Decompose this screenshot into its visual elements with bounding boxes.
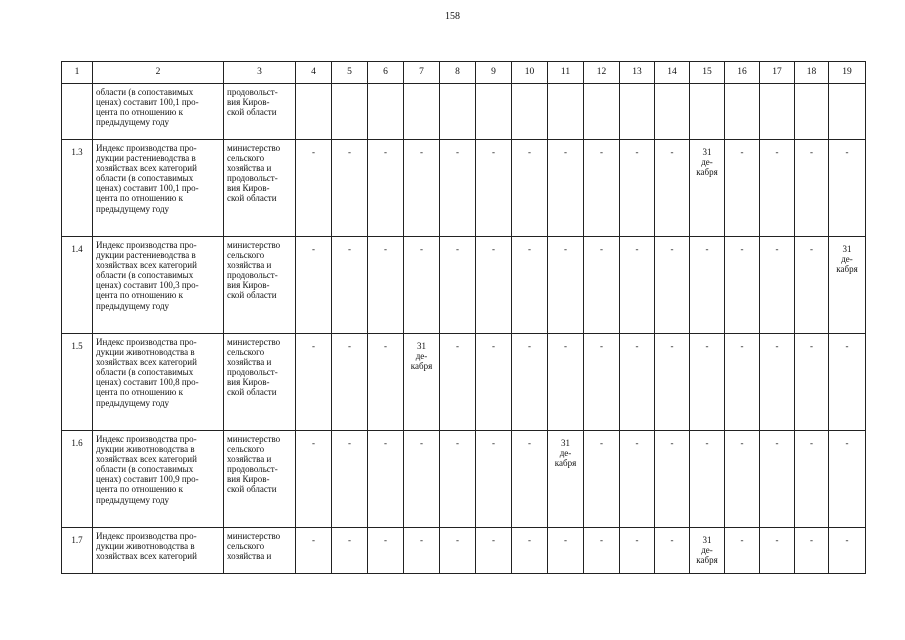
schedule-cell-col-12 bbox=[584, 528, 620, 574]
schedule-cell-col-14 bbox=[655, 528, 690, 574]
schedule-cell-col-13 bbox=[620, 84, 655, 140]
schedule-mark: - bbox=[420, 147, 423, 157]
schedule-cell-col-5 bbox=[332, 237, 368, 334]
schedule-cell-col-15 bbox=[690, 431, 725, 528]
responsible-executor bbox=[224, 528, 296, 574]
responsible-line: хозяйства и bbox=[227, 551, 272, 562]
description-line: предыдущему году bbox=[96, 494, 170, 505]
page-number: 158 bbox=[445, 11, 460, 22]
schedule-mark: 31 де- кабря bbox=[410, 341, 433, 372]
schedule-cell-col-4 bbox=[296, 528, 332, 574]
description-line: цента по отношению к bbox=[96, 107, 184, 118]
schedule-cell-col-5 bbox=[332, 334, 368, 431]
schedule-mark: - bbox=[312, 438, 315, 448]
description-line: Индекс производства про- bbox=[96, 337, 197, 347]
schedule-cell-col-14 bbox=[655, 84, 690, 140]
responsible-line: вия Киров- bbox=[227, 97, 270, 108]
schedule-mark: - bbox=[810, 535, 813, 545]
column-header-3: 3 bbox=[224, 62, 296, 84]
responsible-line: хозяйства и bbox=[227, 163, 272, 174]
schedule-cell-col-15 bbox=[690, 140, 725, 237]
schedule-cell-col-6 bbox=[368, 140, 404, 237]
schedule-mark: - bbox=[705, 438, 709, 448]
description-line: Индекс производства про- bbox=[96, 143, 197, 153]
schedule-mark: - bbox=[670, 147, 674, 157]
schedule-cell-col-7 bbox=[404, 140, 440, 237]
schedule-cell-col-6 bbox=[368, 431, 404, 528]
schedule-mark: - bbox=[635, 341, 639, 351]
responsible-line: продовольст- bbox=[227, 270, 278, 281]
description-line: ценах) составит 100,8 про- bbox=[96, 377, 199, 388]
responsible-line: министерство bbox=[227, 143, 281, 153]
schedule-cell-col-10 bbox=[512, 84, 548, 140]
schedule-cell-col-19 bbox=[829, 237, 866, 334]
description-line: цента по отношению к bbox=[96, 193, 184, 204]
responsible-line: хозяйства и bbox=[227, 357, 272, 368]
schedule-mark: - bbox=[775, 147, 779, 157]
responsible-line: ской области bbox=[227, 290, 277, 301]
description-line: цента по отношению к bbox=[96, 484, 184, 495]
responsible-line: продовольст- bbox=[227, 87, 278, 97]
responsible-line: ской области bbox=[227, 484, 277, 495]
responsible-line: ской области bbox=[227, 193, 277, 204]
row-number: 1.5 bbox=[62, 334, 93, 431]
schedule-cell-col-17 bbox=[760, 431, 795, 528]
description-line: области (в сопоставимых bbox=[96, 464, 194, 475]
schedule-mark: - bbox=[456, 438, 459, 448]
table-row bbox=[62, 334, 866, 431]
schedule-cell-col-14 bbox=[655, 237, 690, 334]
schedule-cell-col-9 bbox=[476, 528, 512, 574]
schedule-mark: - bbox=[348, 244, 351, 254]
column-header-16: 16 bbox=[725, 62, 760, 84]
schedule-cell-col-12 bbox=[584, 140, 620, 237]
schedule-mark: - bbox=[312, 535, 315, 545]
schedule-cell-col-9 bbox=[476, 84, 512, 140]
schedule-mark: - bbox=[528, 341, 531, 351]
column-header-4: 4 bbox=[296, 62, 332, 84]
description-line: хозяйствах всех категорий bbox=[96, 551, 197, 562]
description-line: ценах) составит 100,1 про- bbox=[96, 183, 199, 194]
schedule-cell-col-6 bbox=[368, 237, 404, 334]
indicator-description bbox=[93, 84, 224, 140]
description-line: области (в сопоставимых bbox=[96, 173, 194, 184]
schedule-cell-col-9 bbox=[476, 334, 512, 431]
description-line: предыдущему году bbox=[96, 203, 170, 214]
schedule-mark: - bbox=[705, 244, 709, 254]
schedule-mark: - bbox=[528, 438, 531, 448]
schedule-mark: 31 де- кабря bbox=[836, 244, 858, 275]
schedule-cell-col-15 bbox=[690, 528, 725, 574]
column-header-8: 8 bbox=[440, 62, 476, 84]
schedule-mark: - bbox=[740, 244, 744, 254]
description-line: Индекс производства про- bbox=[96, 434, 197, 444]
schedule-mark: - bbox=[740, 438, 744, 448]
column-header-10: 10 bbox=[512, 62, 548, 84]
schedule-mark: - bbox=[740, 535, 744, 545]
column-header-17: 17 bbox=[760, 62, 795, 84]
schedule-mark: - bbox=[845, 438, 849, 448]
schedule-cell-col-11 bbox=[548, 334, 584, 431]
schedule-mark: - bbox=[348, 341, 351, 351]
schedule-cell-col-15 bbox=[690, 334, 725, 431]
description-line: хозяйствах всех категорий bbox=[96, 163, 197, 174]
schedule-cell-col-8 bbox=[440, 237, 476, 334]
schedule-cell-col-19 bbox=[829, 334, 866, 431]
responsible-line: продовольст- bbox=[227, 464, 278, 475]
schedule-cell-col-7 bbox=[404, 334, 440, 431]
schedule-cell-col-11 bbox=[548, 140, 584, 237]
schedule-mark: - bbox=[845, 147, 849, 157]
row-number: 1.3 bbox=[62, 140, 93, 237]
schedule-mark: - bbox=[384, 535, 387, 545]
description-line: дукции животноводства в bbox=[96, 541, 195, 552]
schedule-cell-col-4 bbox=[296, 84, 332, 140]
description-line: хозяйствах всех категорий bbox=[96, 260, 197, 271]
schedule-cell-col-14 bbox=[655, 334, 690, 431]
responsible-line: ской области bbox=[227, 387, 277, 398]
description-line: ценах) составит 100,9 про- bbox=[96, 474, 199, 485]
schedule-cell-col-9 bbox=[476, 237, 512, 334]
description-line: ценах) составит 100,3 про- bbox=[96, 280, 199, 291]
schedule-mark: - bbox=[312, 147, 315, 157]
description-line: дукции животноводства в bbox=[96, 444, 195, 455]
schedule-cell-col-16 bbox=[725, 528, 760, 574]
schedule-cell-col-13 bbox=[620, 334, 655, 431]
responsible-line: министерство bbox=[227, 531, 281, 541]
schedule-cell-col-11 bbox=[548, 528, 584, 574]
schedule-cell-col-6 bbox=[368, 528, 404, 574]
row-number: 1.4 bbox=[62, 237, 93, 334]
responsible-executor bbox=[224, 334, 296, 431]
responsible-line: хозяйства и bbox=[227, 260, 272, 271]
schedule-mark: - bbox=[492, 535, 495, 545]
schedule-mark: - bbox=[312, 341, 315, 351]
schedule-mark: - bbox=[670, 535, 674, 545]
schedule-mark: - bbox=[348, 147, 351, 157]
schedule-mark: - bbox=[420, 244, 423, 254]
column-header-2: 2 bbox=[93, 62, 224, 84]
schedule-mark: - bbox=[384, 341, 387, 351]
schedule-mark: - bbox=[420, 438, 423, 448]
schedule-mark: - bbox=[420, 535, 423, 545]
column-header-9: 9 bbox=[476, 62, 512, 84]
schedule-mark: - bbox=[492, 438, 495, 448]
schedule-mark: - bbox=[845, 341, 849, 351]
column-header-13: 13 bbox=[620, 62, 655, 84]
schedule-mark: - bbox=[600, 438, 603, 448]
schedule-cell-col-14 bbox=[655, 140, 690, 237]
schedule-cell-col-11 bbox=[548, 431, 584, 528]
schedule-cell-col-18 bbox=[795, 528, 829, 574]
indicator-description bbox=[93, 528, 224, 574]
schedule-cell-col-19 bbox=[829, 140, 866, 237]
schedule-cell-col-8 bbox=[440, 140, 476, 237]
responsible-line: ской области bbox=[227, 107, 277, 118]
schedule-cell-col-18 bbox=[795, 431, 829, 528]
responsible-line: сельского bbox=[227, 444, 265, 455]
description-line: дукции растениеводства в bbox=[96, 250, 196, 261]
schedule-mark: 31 де- кабря bbox=[696, 147, 718, 178]
row-number: 1.6 bbox=[62, 431, 93, 528]
responsible-line: вия Киров- bbox=[227, 280, 270, 291]
schedule-mark: - bbox=[810, 244, 813, 254]
schedule-cell-col-5 bbox=[332, 140, 368, 237]
schedule-mark: - bbox=[810, 147, 813, 157]
schedule-mark: - bbox=[348, 438, 351, 448]
responsible-line: сельского bbox=[227, 250, 265, 261]
responsible-executor bbox=[224, 237, 296, 334]
schedule-cell-col-10 bbox=[512, 140, 548, 237]
schedule-cell-col-6 bbox=[368, 334, 404, 431]
description-line: цента по отношению к bbox=[96, 387, 184, 398]
table-row bbox=[62, 140, 866, 237]
description-line: хозяйствах всех категорий bbox=[96, 357, 197, 368]
schedule-cell-col-5 bbox=[332, 528, 368, 574]
column-header-1: 1 bbox=[62, 62, 93, 84]
schedule-cell-col-7 bbox=[404, 237, 440, 334]
description-line: хозяйствах всех категорий bbox=[96, 454, 197, 465]
description-line: дукции растениеводства в bbox=[96, 153, 196, 164]
schedule-mark: - bbox=[740, 341, 744, 351]
responsible-line: сельского bbox=[227, 153, 265, 164]
schedule-cell-col-18 bbox=[795, 140, 829, 237]
description-line: Индекс производства про- bbox=[96, 531, 197, 541]
schedule-cell-col-5 bbox=[332, 431, 368, 528]
description-line: цента по отношению к bbox=[96, 290, 184, 301]
schedule-cell-col-18 bbox=[795, 237, 829, 334]
column-header-11: 11 bbox=[548, 62, 584, 84]
schedule-cell-col-17 bbox=[760, 528, 795, 574]
schedule-cell-col-10 bbox=[512, 334, 548, 431]
schedule-mark: - bbox=[600, 244, 603, 254]
schedule-mark: - bbox=[528, 147, 531, 157]
schedule-cell-col-9 bbox=[476, 140, 512, 237]
schedule-cell-col-12 bbox=[584, 431, 620, 528]
responsible-line: министерство bbox=[227, 337, 281, 347]
column-header-19: 19 bbox=[829, 62, 866, 84]
responsible-line: хозяйства и bbox=[227, 454, 272, 465]
schedule-mark: - bbox=[492, 147, 495, 157]
schedule-mark: - bbox=[740, 147, 744, 157]
schedule-mark: - bbox=[348, 535, 351, 545]
schedule-cell-col-13 bbox=[620, 140, 655, 237]
schedule-mark: - bbox=[635, 147, 639, 157]
schedule-mark: - bbox=[456, 244, 459, 254]
plan-table bbox=[61, 61, 866, 574]
description-line: предыдущему году bbox=[96, 300, 170, 311]
schedule-mark: - bbox=[384, 438, 387, 448]
schedule-cell-col-15 bbox=[690, 237, 725, 334]
responsible-line: министерство bbox=[227, 434, 281, 444]
schedule-cell-col-8 bbox=[440, 334, 476, 431]
description-line: области (в сопоставимых bbox=[96, 87, 194, 97]
schedule-cell-col-16 bbox=[725, 431, 760, 528]
description-line: предыдущему году bbox=[96, 397, 170, 408]
schedule-cell-col-4 bbox=[296, 237, 332, 334]
responsible-line: продовольст- bbox=[227, 173, 278, 184]
description-line: ценах) составит 100,1 про- bbox=[96, 97, 199, 108]
table-row bbox=[62, 528, 866, 574]
schedule-cell-col-4 bbox=[296, 334, 332, 431]
schedule-cell-col-16 bbox=[725, 237, 760, 334]
column-header-18: 18 bbox=[795, 62, 829, 84]
schedule-cell-col-15 bbox=[690, 84, 725, 140]
schedule-mark: - bbox=[384, 147, 387, 157]
schedule-cell-col-13 bbox=[620, 237, 655, 334]
responsible-line: вия Киров- bbox=[227, 377, 270, 388]
schedule-cell-col-16 bbox=[725, 334, 760, 431]
schedule-mark: - bbox=[845, 535, 849, 545]
schedule-cell-col-13 bbox=[620, 528, 655, 574]
indicator-description bbox=[93, 237, 224, 334]
schedule-cell-col-18 bbox=[795, 84, 829, 140]
schedule-mark: - bbox=[670, 244, 674, 254]
schedule-cell-col-18 bbox=[795, 334, 829, 431]
schedule-cell-col-16 bbox=[725, 140, 760, 237]
table-row bbox=[62, 237, 866, 334]
schedule-cell-col-17 bbox=[760, 84, 795, 140]
schedule-cell-col-11 bbox=[548, 237, 584, 334]
schedule-mark: - bbox=[775, 535, 779, 545]
schedule-mark: - bbox=[564, 147, 567, 157]
schedule-cell-col-17 bbox=[760, 140, 795, 237]
schedule-mark: - bbox=[600, 147, 603, 157]
schedule-mark: 31 де- кабря bbox=[696, 535, 718, 566]
schedule-mark: - bbox=[635, 244, 639, 254]
column-header-6: 6 bbox=[368, 62, 404, 84]
row-number: 1.7 bbox=[62, 528, 93, 574]
column-header-12: 12 bbox=[584, 62, 620, 84]
schedule-mark: - bbox=[810, 341, 813, 351]
schedule-cell-col-8 bbox=[440, 431, 476, 528]
schedule-mark: - bbox=[775, 341, 779, 351]
column-header-7: 7 bbox=[404, 62, 440, 84]
schedule-cell-col-16 bbox=[725, 84, 760, 140]
schedule-cell-col-19 bbox=[829, 84, 866, 140]
schedule-mark: - bbox=[492, 341, 495, 351]
schedule-cell-col-9 bbox=[476, 431, 512, 528]
schedule-cell-col-6 bbox=[368, 84, 404, 140]
schedule-cell-col-12 bbox=[584, 237, 620, 334]
schedule-mark: - bbox=[456, 147, 459, 157]
schedule-cell-col-11 bbox=[548, 84, 584, 140]
description-line: области (в сопоставимых bbox=[96, 270, 194, 281]
schedule-cell-col-17 bbox=[760, 237, 795, 334]
schedule-cell-col-4 bbox=[296, 431, 332, 528]
schedule-cell-col-17 bbox=[760, 334, 795, 431]
schedule-cell-col-19 bbox=[829, 431, 866, 528]
schedule-mark: - bbox=[775, 244, 779, 254]
schedule-cell-col-7 bbox=[404, 431, 440, 528]
responsible-executor bbox=[224, 84, 296, 140]
schedule-cell-col-10 bbox=[512, 528, 548, 574]
description-line: Индекс производства про- bbox=[96, 240, 197, 250]
schedule-mark: - bbox=[564, 244, 567, 254]
schedule-mark: - bbox=[600, 535, 603, 545]
schedule-mark: - bbox=[775, 438, 779, 448]
schedule-mark: - bbox=[810, 438, 813, 448]
schedule-mark: - bbox=[384, 244, 387, 254]
description-line: дукции животноводства в bbox=[96, 347, 195, 358]
schedule-cell-col-7 bbox=[404, 528, 440, 574]
responsible-line: вия Киров- bbox=[227, 474, 270, 485]
responsible-line: сельского bbox=[227, 347, 265, 358]
schedule-mark: - bbox=[528, 244, 531, 254]
schedule-cell-col-10 bbox=[512, 237, 548, 334]
column-header-14: 14 bbox=[655, 62, 690, 84]
responsible-line: продовольст- bbox=[227, 367, 278, 378]
schedule-mark: - bbox=[528, 535, 531, 545]
description-line: области (в сопоставимых bbox=[96, 367, 194, 378]
responsible-executor bbox=[224, 140, 296, 237]
responsible-line: министерство bbox=[227, 240, 281, 250]
indicator-description bbox=[93, 140, 224, 237]
schedule-mark: 31 де- кабря bbox=[554, 438, 577, 469]
table-row bbox=[62, 84, 866, 140]
schedule-cell-col-5 bbox=[332, 84, 368, 140]
schedule-mark: - bbox=[492, 244, 495, 254]
schedule-mark: - bbox=[670, 341, 674, 351]
schedule-cell-col-12 bbox=[584, 84, 620, 140]
schedule-cell-col-13 bbox=[620, 431, 655, 528]
schedule-mark: - bbox=[456, 535, 459, 545]
column-header-5: 5 bbox=[332, 62, 368, 84]
schedule-cell-col-14 bbox=[655, 431, 690, 528]
schedule-mark: - bbox=[456, 341, 459, 351]
schedule-mark: - bbox=[564, 341, 567, 351]
schedule-cell-col-4 bbox=[296, 140, 332, 237]
schedule-mark: - bbox=[705, 341, 709, 351]
responsible-executor bbox=[224, 431, 296, 528]
column-header-15: 15 bbox=[690, 62, 725, 84]
schedule-cell-col-7 bbox=[404, 84, 440, 140]
schedule-cell-col-8 bbox=[440, 84, 476, 140]
header-row bbox=[62, 62, 866, 84]
schedule-mark: - bbox=[564, 535, 567, 545]
schedule-mark: - bbox=[670, 438, 674, 448]
schedule-mark: - bbox=[635, 535, 639, 545]
schedule-mark: - bbox=[600, 341, 603, 351]
schedule-cell-col-8 bbox=[440, 528, 476, 574]
row-number bbox=[62, 84, 93, 140]
schedule-mark: - bbox=[635, 438, 639, 448]
responsible-line: вия Киров- bbox=[227, 183, 270, 194]
table-row bbox=[62, 431, 866, 528]
schedule-cell-col-12 bbox=[584, 334, 620, 431]
description-line: предыдущему году bbox=[96, 117, 170, 128]
schedule-cell-col-19 bbox=[829, 528, 866, 574]
schedule-mark: - bbox=[312, 244, 315, 254]
indicator-description bbox=[93, 431, 224, 528]
indicator-description bbox=[93, 334, 224, 431]
responsible-line: сельского bbox=[227, 541, 265, 552]
schedule-cell-col-10 bbox=[512, 431, 548, 528]
